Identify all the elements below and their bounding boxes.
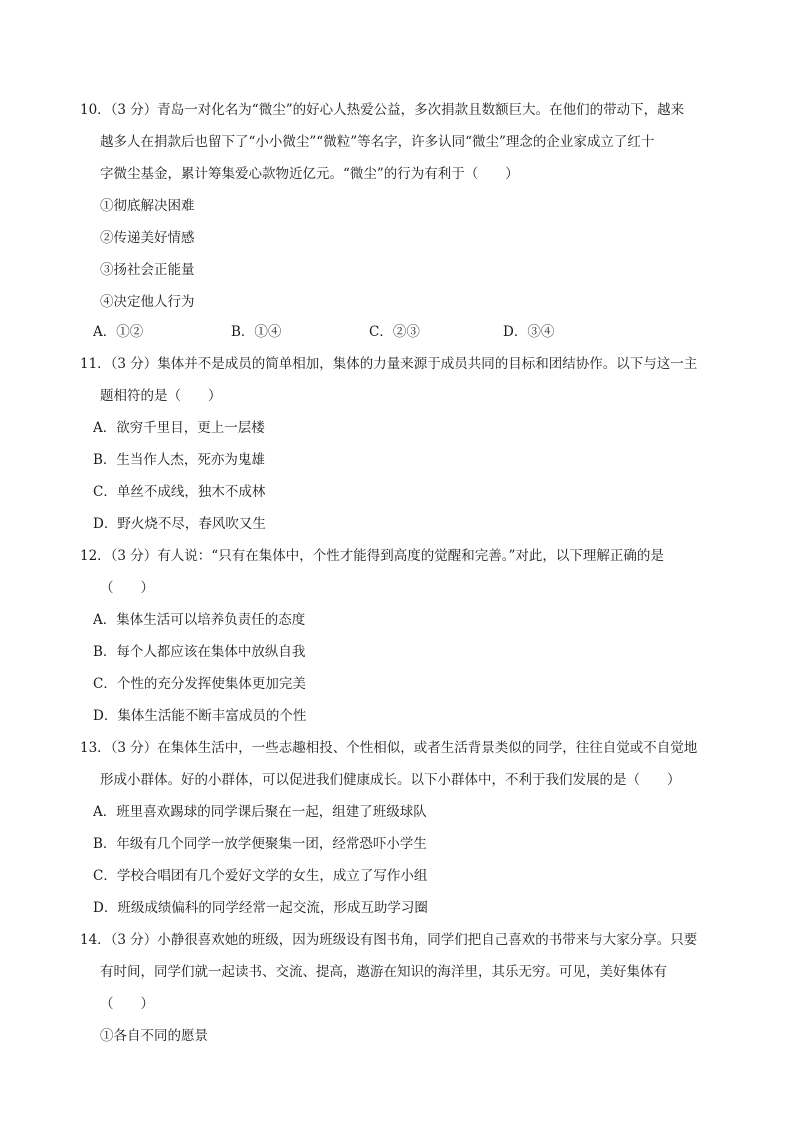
question-13-line-1: 13．（3 分）在集体生活中，一些志趣相投、个性相似，或者生活背景类似的同学，往往自觉或不自觉地	[80, 740, 698, 756]
question-10-option-d: D．③④	[503, 324, 555, 340]
question-13-line-2: 形成小群体。好的小群体，可以促进我们健康成长。以下小群体中，不利于我们发展的是（ ）	[100, 772, 681, 788]
question-13-option-a: A．班里喜欢踢球的同学课后聚在一起，组建了班级球队	[93, 804, 427, 820]
question-11-option-a: A．欲穷千里目，更上一层楼	[93, 420, 265, 436]
question-12-option-a: A．集体生活可以培养负责任的态度	[93, 612, 306, 628]
question-11-option-b: B．生当作人杰，死亦为鬼雄	[93, 452, 265, 468]
question-11-line-2: 题相符的是（ ）	[100, 388, 222, 404]
question-11-option-c: C．单丝不成线，独木不成林	[93, 484, 266, 500]
question-12-option-b: B．每个人都应该在集体中放纵自我	[93, 644, 306, 660]
question-10-option-a: A．①②	[93, 324, 144, 340]
question-13-option-b: B．年级有几个同学一放学便聚集一团，经常恐吓小学生	[93, 836, 427, 852]
question-10-item-4: ④决定他人行为	[100, 294, 195, 310]
question-12-option-d: D．集体生活能不断丰富成员的个性	[93, 708, 307, 724]
question-12-line-1: 12．（3 分）有人说：“只有在集体中，个性才能得到高度的觉醒和完善。”对此，以下理解正确的是	[80, 548, 664, 564]
question-14-line-3: （ ）	[100, 996, 154, 1012]
question-10-line-2: 越多人在捐款后也留下了“小小微尘”“微粒”等名字，许多认同“微尘”理念的企业家成立了红十	[100, 134, 655, 150]
question-13-option-c: C．学校合唱团有几个爱好文学的女生，成立了写作小组	[93, 868, 428, 884]
question-13-option-d: D．班级成绩偏科的同学经常一起交流，形成互助学习圈	[93, 900, 428, 916]
question-10-option-b: B．①④	[231, 324, 282, 340]
question-10-option-c: C．②③	[369, 324, 420, 340]
question-14-item-1: ①各自不同的愿景	[100, 1028, 208, 1044]
question-14-line-2: 有时间，同学们就一起读书、交流、提高，遨游在知识的海洋里，其乐无穷。可见，美好集体有	[100, 964, 667, 980]
question-10-item-2: ②传递美好情感	[100, 230, 195, 246]
question-14-line-1: 14．（3 分）小静很喜欢她的班级，因为班级设有图书角，同学们把自己喜欢的书带来与大家分享。只要	[80, 932, 698, 948]
question-11-line-1: 11．（3 分）集体并不是成员的简单相加，集体的力量来源于成员共同的目标和团结协作。以下与这一主	[80, 356, 698, 372]
question-12-line-2: （ ）	[100, 580, 154, 596]
question-10-item-1: ①彻底解决困难	[100, 198, 195, 214]
question-10-line-1: 10．（3 分）青岛一对化名为“微尘”的好心人热爱公益，多次捐款且数额巨大。在他们的带动下，越来	[80, 102, 685, 118]
question-11-option-d: D．野火烧不尽，春风吹又生	[93, 516, 266, 532]
question-12-option-c: C．个性的充分发挥使集体更加完美	[93, 676, 306, 692]
question-10-item-3: ③扬社会正能量	[100, 262, 195, 278]
question-10-line-3: 字微尘基金，累计筹集爱心款物近亿元。“微尘”的行为有利于（ ）	[100, 166, 519, 182]
